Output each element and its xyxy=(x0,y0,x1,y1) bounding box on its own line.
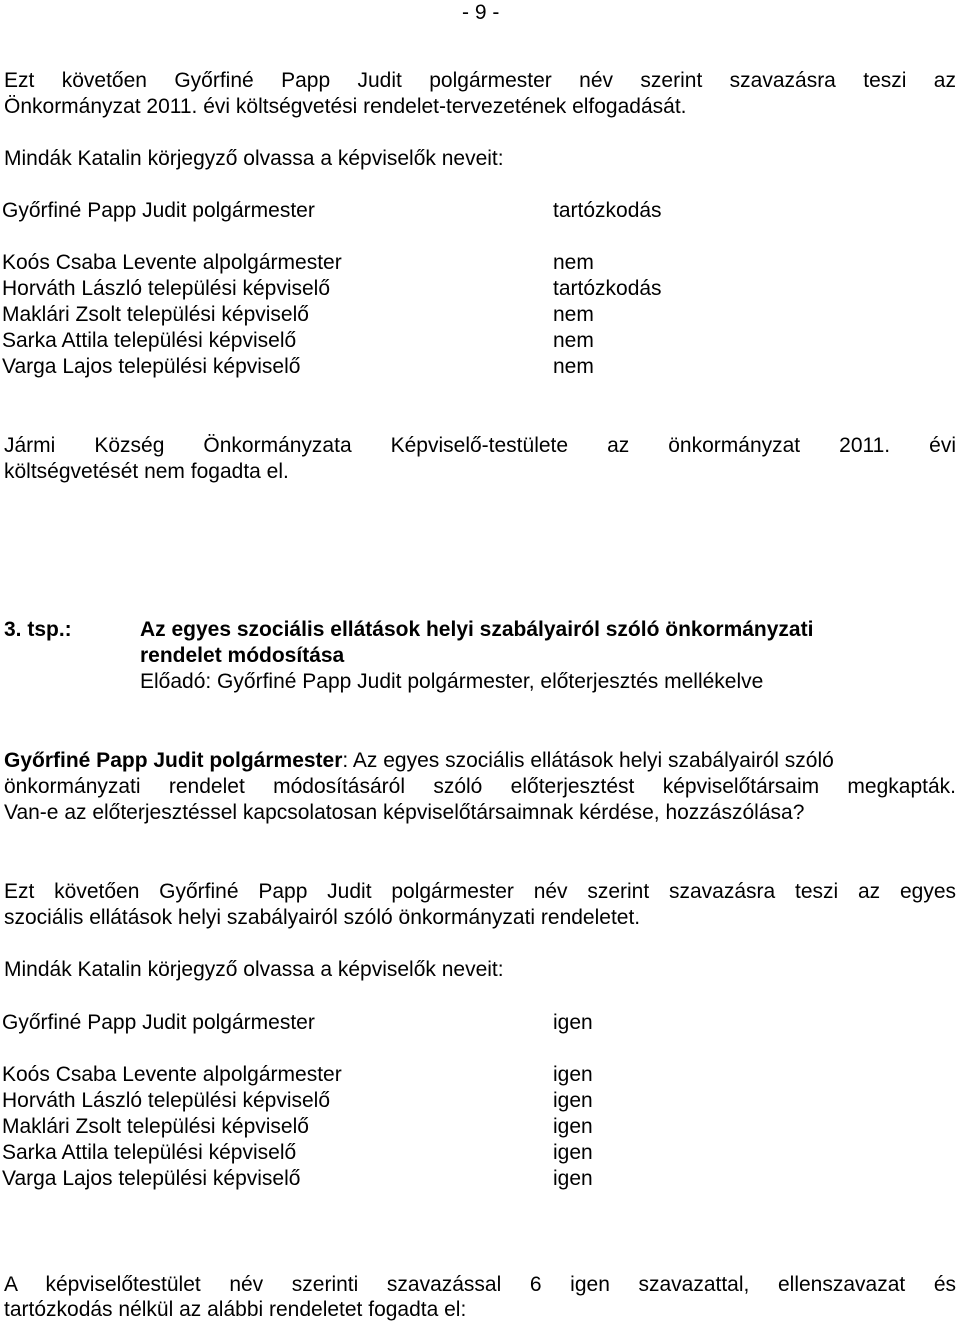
vote-value: igen xyxy=(553,1115,593,1138)
vote-value: nem xyxy=(553,355,594,378)
vote-value: igen xyxy=(553,1011,593,1034)
voter-name: Varga Lajos települési képviselő xyxy=(2,1167,301,1190)
vote-value: nem xyxy=(553,251,594,274)
voter-name: Sarka Attila települési képviselő xyxy=(2,329,297,352)
voter-name: Sarka Attila települési képviselő xyxy=(2,1141,297,1164)
vote-value: igen xyxy=(553,1167,593,1190)
vote-value: igen xyxy=(553,1063,593,1086)
agenda-title: rendelet módosítása xyxy=(140,644,345,667)
voter-name: Maklári Zsolt települési képviselő xyxy=(2,303,309,326)
voter-name: Győrfiné Papp Judit polgármester xyxy=(2,1011,315,1034)
voter-name: Maklári Zsolt települési képviselő xyxy=(2,1115,309,1138)
speaker-name: Győrfiné Papp Judit polgármester xyxy=(4,749,343,772)
intro-paragraph-line: szociális ellátások helyi szabályairól szóló önkormányzati rendeletet. xyxy=(4,906,641,929)
agenda-title: Az egyes szociális ellátások helyi szabályairól szóló önkormányzati xyxy=(140,618,814,641)
intro-paragraph-line: Önkormányzat 2011. évi költségvetési rendelet-tervezetének elfogadását. xyxy=(4,95,687,118)
speech-line: Van-e az előterjesztéssel kapcsolatosan képviselőtársaimnak kérdése, hozzászólása? xyxy=(4,801,805,824)
voter-name: Koós Csaba Levente alpolgármester xyxy=(2,251,342,274)
vote-value: igen xyxy=(553,1089,593,1112)
speech-line xyxy=(4,748,834,774)
intro-paragraph-line: Ezt követően Győrfiné Papp Judit polgármester név szerint szavazásra teszi az xyxy=(4,69,956,92)
vote-value: nem xyxy=(553,303,594,326)
vote-value: nem xyxy=(553,329,594,352)
speech-text: : Az egyes szociális ellátások helyi szabályairól szóló xyxy=(342,749,834,772)
agenda-presenter: Előadó: Győrfiné Papp Judit polgármester, előterjesztés mellékelve xyxy=(140,670,764,693)
voter-name: Horváth László települési képviselő xyxy=(2,1089,331,1112)
vote-value: igen xyxy=(553,1141,593,1164)
voter-name: Varga Lajos települési képviselő xyxy=(2,355,301,378)
result-line: Jármi Község Önkormányzata Képviselő-testülete az önkormányzat 2011. évi xyxy=(4,434,956,457)
voter-name: Győrfiné Papp Judit polgármester xyxy=(2,199,315,222)
agenda-number: 3. tsp.: xyxy=(4,618,72,641)
clerk-line: Mindák Katalin körjegyző olvassa a képviselők neveit: xyxy=(4,147,504,170)
page-number: - 9 - xyxy=(462,1,500,24)
intro-paragraph-line: Ezt követően Győrfiné Papp Judit polgármester név szerint szavazásra teszi az egyes xyxy=(4,880,956,903)
result-line: költségvetését nem fogadta el. xyxy=(4,460,289,483)
voter-name: Horváth László települési képviselő xyxy=(2,277,331,300)
vote-value: tartózkodás xyxy=(553,277,662,300)
voter-name: Koós Csaba Levente alpolgármester xyxy=(2,1063,342,1086)
vote-value: tartózkodás xyxy=(553,199,662,222)
speech-line: önkormányzati rendelet módosításáról szóló előterjesztést képviselőtársaim megkapták. xyxy=(4,775,956,798)
clerk-line: Mindák Katalin körjegyző olvassa a képviselők neveit: xyxy=(4,958,504,981)
result-line: tartózkodás nélkül az alábbi rendeletet fogadta el: xyxy=(4,1298,467,1321)
result-line: A képviselőtestület név szerinti szavazással 6 igen szavazattal, ellenszavazat és xyxy=(4,1273,956,1296)
